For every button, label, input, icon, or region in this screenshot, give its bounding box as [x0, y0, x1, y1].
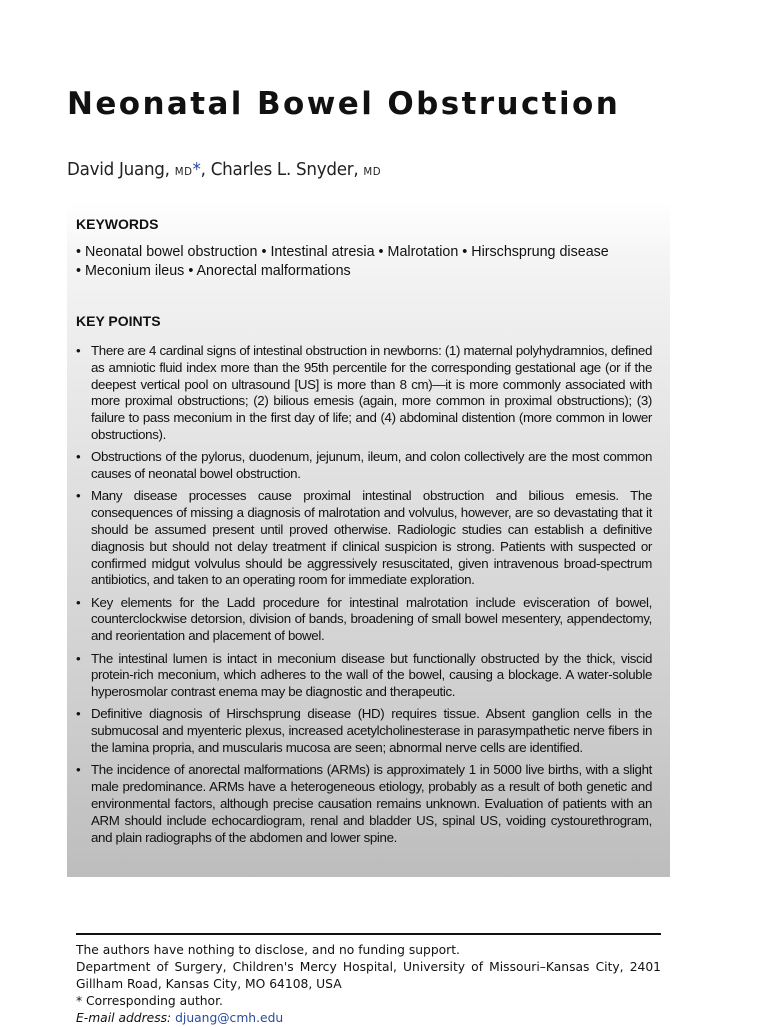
key-point-item [76, 343, 652, 444]
key-point-text: The incidence of anorectal malformations (ARMs) is approximately 1 in 5000 live births, with a slight male predominance. ARMs have a heterogeneous etiology, probably as a result of both genetic and environmental factors, although precise causation remains unknown. Evaluation of patients with an ARM should include echocardiogram, renal and bladder US, spinal US, voiding cystourethrogram, and plain radiographs of the abdomen and lower spine. [91, 762, 652, 845]
bullet-icon: • [76, 594, 81, 610]
key-point-item [76, 449, 652, 483]
corresponding-author-mark[interactable]: * [192, 159, 201, 180]
key-points-list [76, 343, 652, 852]
keywords-list [76, 243, 666, 281]
email-link[interactable]: djuang@cmh.edu [175, 1011, 284, 1025]
bullet-icon: • [76, 488, 81, 504]
author-1-name: David Juang, [67, 159, 170, 180]
key-point-text: The intestinal lumen is intact in meconium disease but functionally obstructed by the thick, viscid protein-rich meconium, which adheres to the wall of the bowel, causing a blockage. A water-soluble hyperosmolar contrast enema may be diagnostic and therapeutic. [91, 650, 652, 700]
footnotes [76, 942, 661, 1027]
author-1-degree: MD [174, 165, 193, 178]
author-2-name: , Charles L. Snyder, [200, 159, 359, 180]
bullet-icon: • [76, 762, 81, 778]
key-point-text: Key elements for the Ladd procedure for intestinal malrotation include evisceration of bowel, counterclockwise detorsion, division of bands, broadening of small bowel mesentery, appendectomy, and reorientation and placement of bowel. [91, 594, 652, 644]
keyword-item: • Intestinal atresia [261, 244, 375, 260]
key-point-text: There are 4 cardinal signs of intestinal obstruction in newborns: (1) maternal polyhydramnios, defined as amniotic fluid index more than the 95th percentile for the corresponding gestational age (or if the deepest vertical pool on ultrasound [US] is more than 8 cm)—it is more commonly associated with more proximal obstructions; (2) bilious emesis (again, more common in proximal obstructions); (3) failure to pass meconium in the first day of life; and (4) abdominal distention (more common in lower obstructions). [91, 343, 652, 442]
keyword-item: • Anorectal malformations [188, 263, 351, 279]
footnote-divider [76, 933, 661, 935]
key-point-item [76, 488, 652, 589]
corresponding-author-note: * Corresponding author. [76, 994, 223, 1008]
keyword-item: • Meconium ileus [76, 263, 185, 279]
keyword-item: • Hirschsprung disease [462, 244, 609, 260]
bullet-icon: • [76, 343, 81, 358]
abstract-box [67, 201, 670, 877]
bullet-icon: • [76, 449, 81, 465]
keyword-item: • Neonatal bowel obstruction [76, 244, 258, 260]
author-2-degree: MD [363, 165, 382, 178]
keyword-item: • Malrotation [378, 244, 459, 260]
email-line [76, 1010, 661, 1027]
key-point-item [76, 762, 652, 846]
key-points-heading: KEY POINTS [76, 313, 161, 329]
author-line [67, 159, 381, 180]
bullet-icon: • [76, 706, 81, 722]
key-point-item [76, 651, 652, 701]
disclosure-note: The authors have nothing to disclose, and no funding support. [76, 943, 460, 957]
key-point-text: Obstructions of the pylorus, duodenum, jejunum, ileum, and colon collectively are the most common causes of neonatal bowel obstruction. [91, 449, 652, 482]
keywords-heading: KEYWORDS [76, 216, 159, 232]
key-point-item [76, 706, 652, 756]
key-point-text: Definitive diagnosis of Hirschsprung disease (HD) requires tissue. Absent ganglion cells in the submucosal and myenteric plexus, increased acetylcholinesterase in parasympathetic nerve fibers in the lamina propria, and muscularis mucosa are seen; abnormal nerve cells are identified. [91, 706, 652, 756]
key-point-text: Many disease processes cause proximal intestinal obstruction and bilious emesis. The consequences of missing a diagnosis of malrotation and volvulus, however, are so devastating that it should be assumed present until proved otherwise. Radiologic studies can establish a definitive diagnosis but should not delay treatment if clinical suspicion is strong. Patients with suspected or confirmed midgut volvulus should be aggressively resuscitated, given intravenous broad-spectrum antibiotics, and taken to an operating room for immediate exploration. [91, 488, 652, 588]
key-point-item [76, 595, 652, 645]
bullet-icon: • [76, 650, 81, 666]
affiliation-note: Department of Surgery, Children's Mercy Hospital, University of Missouri–Kansas City, 2401 Gillham Road, Kansas City, MO 64108, USA [76, 960, 661, 991]
article-title: Neonatal Bowel Obstruction [67, 86, 621, 122]
email-label: E-mail address: [76, 1011, 172, 1025]
